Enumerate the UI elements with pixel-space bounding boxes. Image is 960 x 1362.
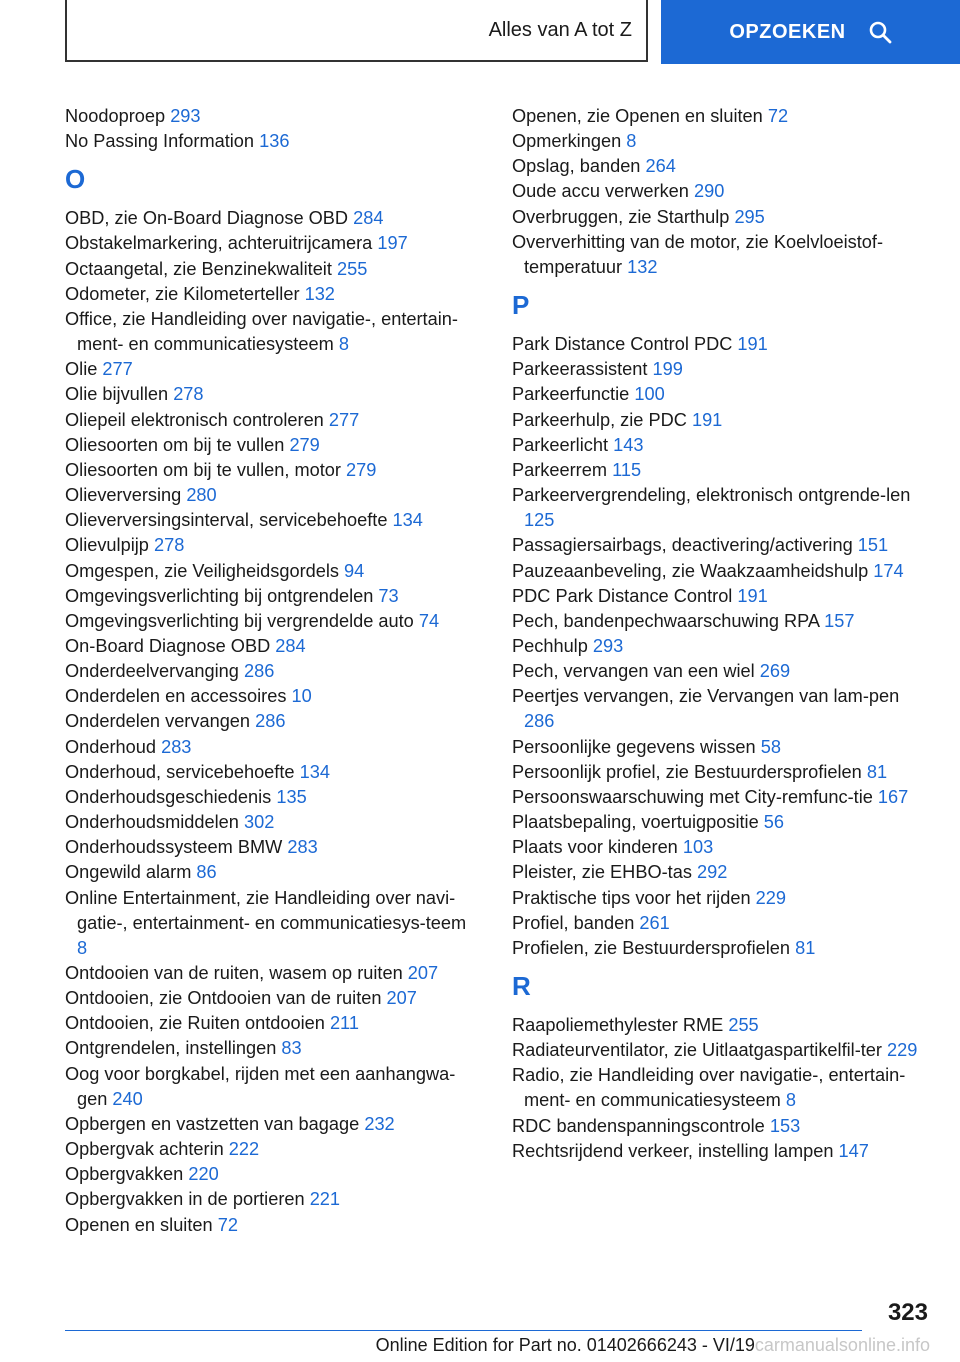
index-entry	[65, 458, 477, 483]
page-link[interactable]: 191	[737, 334, 768, 355]
entry-text: Ontgrendelen, instellingen	[65, 1038, 277, 1059]
section-letter: O	[65, 164, 86, 195]
page-link[interactable]: 197	[377, 233, 408, 254]
tab-alles-van-a-tot-z[interactable]	[65, 0, 648, 62]
entry-text: Oliepeil elektronisch controleren	[65, 409, 324, 430]
index-entry	[512, 634, 922, 659]
page-link[interactable]: 269	[759, 661, 791, 682]
entry-text: On-Board Diagnose OBD	[65, 635, 271, 656]
index-entry	[65, 634, 477, 659]
entry-text: Opbergvakken	[65, 1164, 184, 1185]
page-link[interactable]: 8	[785, 1090, 796, 1111]
entry-text: OBD, zie On-Board Diagnose OBD	[65, 208, 349, 229]
index-entry	[512, 1013, 922, 1038]
entry-text: Olie bijvullen	[65, 384, 169, 405]
index-entry	[65, 104, 477, 129]
page-link[interactable]: 286	[243, 661, 275, 682]
page-link[interactable]: 174	[873, 560, 904, 581]
index-entry	[65, 735, 477, 760]
index-entry	[65, 307, 477, 357]
index-entry	[512, 584, 922, 609]
page-link[interactable]: 81	[795, 937, 816, 958]
index-entry	[65, 1187, 477, 1212]
page-link[interactable]: 58	[760, 736, 781, 757]
entry-text: Peertjes vervangen, zie Vervangen van lam-pen	[512, 686, 900, 707]
entry-text: Ontdooien, zie Ruiten ontdooien	[65, 1013, 325, 1034]
page-link[interactable]: 293	[170, 106, 201, 126]
search-button-label: OPZOEKEN	[729, 20, 846, 43]
entry-text: Oog voor borgkabel, rijden met een aanhangwa-gen	[65, 1063, 456, 1109]
page-link[interactable]: 125	[524, 510, 555, 531]
index-entry	[512, 230, 922, 280]
page-link[interactable]: 8	[626, 131, 637, 152]
entry-text: Opslag, banden	[512, 156, 641, 177]
index-entry	[512, 1139, 922, 1164]
index-entry	[512, 483, 922, 533]
index-entry	[65, 886, 477, 961]
page-link[interactable]: 284	[275, 635, 306, 656]
index-entry	[65, 357, 477, 382]
index-entry	[65, 1011, 477, 1036]
index-entry	[65, 206, 477, 231]
page-link[interactable]: 134	[392, 510, 423, 531]
index-entry	[512, 408, 922, 433]
entry-text: Ontdooien, zie Ontdooien van de ruiten	[65, 988, 382, 1009]
index-entry	[65, 508, 477, 533]
top-navigation	[0, 0, 960, 66]
index-entry	[65, 282, 477, 307]
page-link[interactable]: 134	[299, 761, 330, 782]
index-entry	[65, 659, 477, 684]
index-column-right	[512, 104, 922, 1164]
entry-text: Olievulpijp	[65, 535, 149, 556]
page-link[interactable]: 83	[281, 1038, 302, 1059]
index-entry	[65, 559, 477, 584]
entry-text: Odometer, zie Kilometerteller	[65, 283, 300, 304]
index-entry	[65, 860, 477, 885]
index-entry	[512, 684, 922, 734]
page-link[interactable]: 135	[276, 786, 307, 807]
entry-text: Passagiersairbags, deactivering/activering	[512, 535, 853, 556]
page-link[interactable]: 280	[186, 485, 217, 506]
index-entry	[65, 785, 477, 810]
page-link[interactable]: 56	[763, 812, 785, 833]
entry-text: Opbergvak achterin	[65, 1139, 224, 1160]
index-entry	[512, 533, 922, 558]
entry-text: Omgespen, zie Veiligheidsgordels	[65, 560, 339, 581]
edition-text: Online Edition for Part no. 01402666243 - VI/19	[375, 1335, 755, 1355]
index-entry	[65, 257, 477, 282]
entry-text: Pauzeaanbeveling, zie Waakzaamheidshulp	[512, 560, 869, 581]
page-link[interactable]: 147	[838, 1140, 869, 1161]
entry-text: Plaatsbepaling, voertuigpositie	[512, 812, 759, 833]
index-entry	[65, 760, 477, 785]
index-entry	[512, 936, 922, 961]
index-entry	[512, 129, 922, 154]
page-link[interactable]: 191	[737, 585, 768, 606]
page-link[interactable]: 264	[645, 156, 676, 177]
entry-text: Noodoproep	[65, 106, 166, 126]
page-link[interactable]: 286	[524, 711, 555, 732]
page-link[interactable]: 86	[196, 862, 217, 883]
page-link[interactable]: 295	[734, 206, 765, 227]
page-link[interactable]: 240	[112, 1088, 143, 1109]
index-entry	[512, 810, 922, 835]
index-entry	[65, 810, 477, 835]
index-entry	[65, 1162, 477, 1187]
entry-text: Olieverversingsinterval, servicebehoefte	[65, 510, 388, 531]
entry-text: RDC bandenspanningscontrole	[512, 1115, 765, 1136]
page-link[interactable]: 151	[857, 535, 889, 556]
entry-text: Omgevingsverlichting bij ontgrendelen	[65, 585, 374, 606]
index-entry	[512, 154, 922, 179]
index-entry	[512, 911, 922, 936]
entry-text: Overbruggen, zie Starthulp	[512, 206, 730, 227]
entry-text: Onderhoudsmiddelen	[65, 812, 239, 833]
page-link[interactable]: 261	[639, 912, 670, 933]
page-link[interactable]: 283	[287, 837, 318, 858]
page-link[interactable]: 255	[728, 1015, 759, 1035]
entry-text: Openen en sluiten	[65, 1214, 213, 1235]
entry-text: Oliesoorten om bij te vullen	[65, 434, 285, 455]
index-entry	[512, 760, 922, 785]
index-entry	[65, 1112, 477, 1137]
entry-text: Radio, zie Handleiding over navigatie-, entertain-ment- en communicatiesysteem	[512, 1065, 906, 1111]
index-entry	[65, 533, 477, 558]
entry-text: Oververhitting van de motor, zie Koelvloeistof-temperatuur	[512, 231, 883, 277]
index-entry	[512, 332, 922, 357]
page-link[interactable]: 277	[328, 409, 360, 430]
entry-text: Openen, zie Openen en sluiten	[512, 106, 763, 126]
page-link[interactable]: 222	[228, 1139, 260, 1160]
index-entry	[65, 835, 477, 860]
page-link[interactable]: 191	[691, 409, 723, 430]
index-entry	[512, 1114, 922, 1139]
entry-text: Onderhoudssysteem BMW	[65, 837, 283, 858]
index-entry	[512, 357, 922, 382]
entry-text: Praktische tips voor het rijden	[512, 887, 751, 908]
index-entry	[65, 709, 477, 734]
index-entry	[65, 433, 477, 458]
index-entry	[65, 584, 477, 609]
search-button[interactable]	[661, 0, 960, 64]
entry-text: Parkeerassistent	[512, 359, 648, 380]
tab-label: Alles van A tot Z	[488, 18, 632, 41]
page-link[interactable]: 255	[336, 258, 368, 279]
index-entry	[65, 1137, 477, 1162]
entry-text: Onderdelen en accessoires	[65, 686, 287, 707]
watermark: carmanualsonline.info	[754, 1335, 930, 1355]
index-entry	[512, 735, 922, 760]
page-link[interactable]: 8	[338, 334, 349, 355]
footer-divider	[65, 1330, 862, 1331]
index-column-left	[65, 104, 477, 1238]
page-link[interactable]: 286	[255, 711, 286, 732]
page-link[interactable]: 103	[682, 837, 714, 858]
entry-text: Octaangetal, zie Benzinekwaliteit	[65, 258, 332, 279]
entry-text: Rechtsrijdend verkeer, instelling lampen	[512, 1140, 834, 1161]
page-link[interactable]: 115	[612, 459, 642, 480]
index-entry	[512, 886, 922, 911]
entry-text: Onderdeelvervanging	[65, 661, 239, 682]
page-link[interactable]: 292	[696, 862, 728, 883]
page-link[interactable]: 167	[877, 786, 909, 807]
index-entry	[512, 458, 922, 483]
index-entry	[512, 860, 922, 885]
footer	[300, 1335, 930, 1356]
entry-text: Onderhoudsgeschiedenis	[65, 786, 272, 807]
entry-text: Onderhoud, servicebehoefte	[65, 761, 295, 782]
entry-text: Office, zie Handleiding over navigatie-, entertain-ment- en communicatiesysteem	[65, 308, 458, 355]
index-entry	[512, 559, 922, 584]
index-entry	[65, 1062, 477, 1112]
index-entry	[512, 785, 922, 810]
page-link[interactable]: 221	[309, 1189, 341, 1210]
page-link[interactable]: 229	[887, 1040, 918, 1061]
entry-text: Parkeerhulp, zie PDC	[512, 409, 687, 430]
entry-text: Onderdelen vervangen	[65, 711, 251, 732]
page-link[interactable]: 290	[693, 181, 725, 202]
page-link[interactable]: 278	[173, 384, 204, 405]
page-link[interactable]: 8	[77, 937, 88, 958]
index-entry	[65, 684, 477, 709]
index-entry	[65, 986, 477, 1011]
entry-text: Plaats voor kinderen	[512, 837, 678, 858]
page-link[interactable]: 207	[386, 988, 417, 1009]
entry-text: Parkeerfunctie	[512, 384, 630, 405]
page-link[interactable]: 132	[304, 283, 335, 304]
page-link[interactable]: 94	[344, 560, 365, 581]
page-link[interactable]: 284	[353, 208, 384, 229]
entry-text: Radiateurventilator, zie Uitlaatgaspartikelfil-ter	[512, 1040, 882, 1061]
page-link[interactable]: 143	[613, 434, 644, 455]
index-entry	[512, 104, 922, 129]
entry-text: Olie	[65, 359, 98, 380]
page-link[interactable]: 279	[289, 434, 320, 455]
index-entry	[512, 179, 922, 204]
page-link[interactable]: 278	[153, 535, 185, 556]
entry-text: Pech, bandenpechwaarschuwing RPA	[512, 610, 820, 631]
index-entry	[65, 961, 477, 986]
section-letter: P	[512, 290, 530, 321]
index-entry	[512, 205, 922, 230]
entry-text: Profiel, banden	[512, 912, 635, 933]
page-link[interactable]: 211	[329, 1013, 359, 1034]
entry-text: Raapoliemethylester RME	[512, 1015, 724, 1035]
page-link[interactable]: 232	[364, 1113, 395, 1134]
page-link[interactable]: 229	[755, 887, 786, 908]
entry-text: Olieverversing	[65, 485, 182, 506]
page-link[interactable]: 132	[627, 256, 658, 277]
index-entry	[512, 382, 922, 407]
index-entry	[512, 1063, 922, 1113]
entry-text: Ontdooien van de ruiten, wasem op ruiten	[65, 963, 403, 983]
index-entry	[512, 609, 922, 634]
page-link[interactable]: 100	[634, 384, 665, 405]
entry-text: Persoonlijk profiel, zie Bestuurdersprofielen	[512, 761, 862, 782]
index-entry	[65, 609, 477, 634]
entry-text: Online Entertainment, zie Handleiding over navi-gatie-, entertainment- en communicatiesys-teem	[65, 887, 467, 933]
index-entry	[512, 659, 922, 684]
page-link[interactable]: 199	[652, 359, 683, 380]
page-link[interactable]: 72	[767, 106, 789, 126]
entry-text: Obstakelmarkering, achteruitrijcamera	[65, 233, 373, 254]
page-link[interactable]: 220	[188, 1164, 219, 1185]
index-entry	[65, 483, 477, 508]
page-link[interactable]: 302	[243, 812, 275, 833]
page-link[interactable]: 73	[378, 585, 399, 606]
entry-text: Persoonswaarschuwing met City-remfunc-tie	[512, 786, 873, 807]
index-entry	[512, 1038, 922, 1063]
entry-text: Pechhulp	[512, 635, 588, 656]
index-entry	[65, 129, 477, 154]
page-link[interactable]: 207	[407, 963, 439, 983]
entry-text: Ongewild alarm	[65, 862, 192, 883]
page-number: 323	[887, 1299, 928, 1326]
page-link[interactable]: 74	[418, 610, 440, 631]
entry-text: Pech, vervangen van een wiel	[512, 661, 755, 682]
index-entry	[65, 1213, 477, 1238]
entry-text: Onderhoud	[65, 736, 157, 757]
entry-text: Oude accu verwerken	[512, 181, 689, 202]
entry-text: Park Distance Control PDC	[512, 334, 733, 355]
entry-text: Parkeerlicht	[512, 434, 609, 455]
entry-text: Profielen, zie Bestuurdersprofielen	[512, 937, 791, 958]
page-link[interactable]: 157	[824, 610, 855, 631]
index-entry	[65, 382, 477, 407]
entry-text: No Passing Information	[65, 131, 255, 152]
page-link[interactable]: 277	[102, 359, 133, 380]
entry-text: Pleister, zie EHBO-tas	[512, 862, 692, 883]
page-link[interactable]: 81	[866, 761, 888, 782]
entry-text: Opmerkingen	[512, 131, 622, 152]
entry-text: Omgevingsverlichting bij vergrendelde auto	[65, 610, 414, 631]
index-entry	[65, 408, 477, 433]
page-link[interactable]: 293	[592, 635, 624, 656]
entry-text: Persoonlijke gegevens wissen	[512, 736, 756, 757]
page-link[interactable]: 136	[259, 131, 290, 152]
section-letter: R	[512, 971, 531, 1001]
index-entry	[512, 835, 922, 860]
entry-text: Parkeervergrendeling, elektronisch ontgrende-len	[512, 485, 911, 506]
index-entry	[65, 231, 477, 256]
entry-text: Opbergen en vastzetten van bagage	[65, 1113, 360, 1134]
search-icon	[868, 20, 892, 44]
entry-text: PDC Park Distance Control	[512, 585, 733, 606]
page-link[interactable]: 10	[291, 686, 312, 707]
entry-text: Oliesoorten om bij te vullen, motor	[65, 459, 341, 480]
page-link[interactable]: 279	[346, 459, 377, 480]
entry-text: Opbergvakken in de portieren	[65, 1189, 305, 1210]
index-entry	[65, 1036, 477, 1061]
page-link[interactable]: 72	[217, 1214, 238, 1235]
entry-text: Parkeerrem	[512, 459, 608, 480]
page-link[interactable]: 153	[769, 1115, 801, 1136]
index-entry	[512, 433, 922, 458]
page-link[interactable]: 283	[161, 736, 192, 757]
